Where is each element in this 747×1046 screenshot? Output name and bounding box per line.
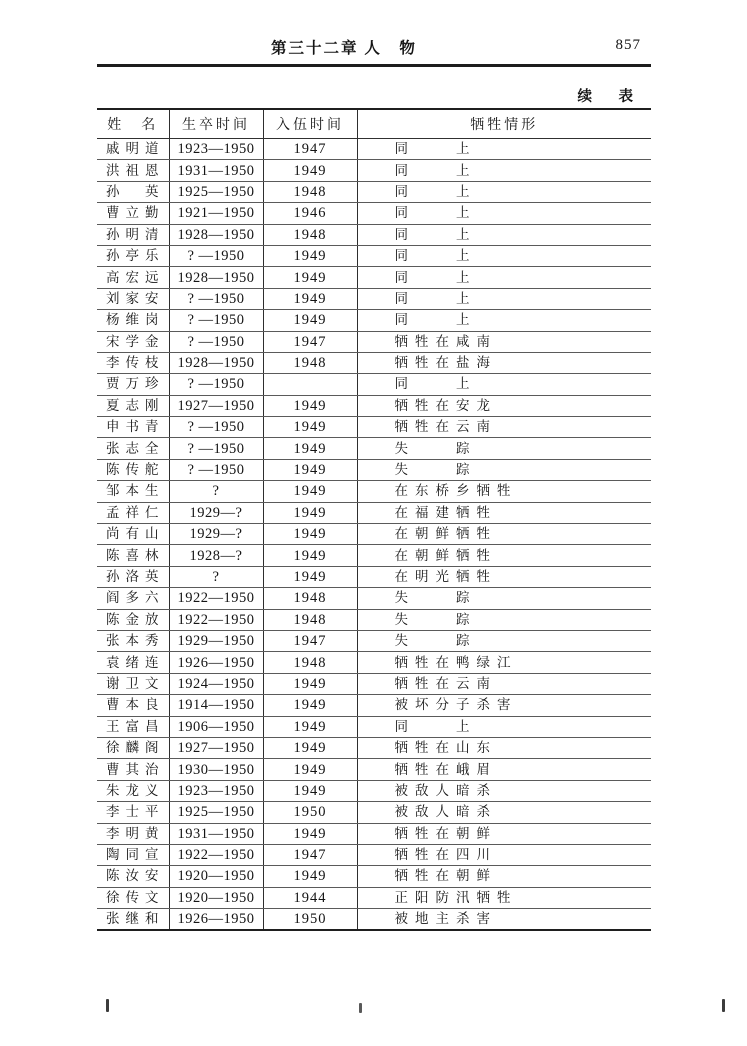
table-row <box>97 160 651 181</box>
table-row <box>97 609 651 630</box>
fate-cell: 同 上 <box>357 267 651 288</box>
dates-cell: 1928—1950 <box>169 267 263 288</box>
col-header-enlisted: 入伍时间 <box>263 109 357 139</box>
enlist-cell: 1949 <box>263 502 357 523</box>
table-row <box>97 759 651 780</box>
dates-cell: 1924—1950 <box>169 673 263 694</box>
enlist-cell: 1949 <box>263 481 357 502</box>
table-row <box>97 481 651 502</box>
enlist-cell: 1949 <box>263 245 357 266</box>
dates-cell: 1921—1950 <box>169 203 263 224</box>
enlist-cell: 1950 <box>263 802 357 823</box>
table-row <box>97 524 651 545</box>
table-row <box>97 887 651 908</box>
enlist-cell: 1949 <box>263 759 357 780</box>
enlist-cell: 1949 <box>263 823 357 844</box>
enlist-cell <box>263 374 357 395</box>
fate-cell: 被坏分子杀害 <box>357 695 651 716</box>
table-row <box>97 395 651 416</box>
table-row <box>97 224 651 245</box>
enlist-cell: 1949 <box>263 288 357 309</box>
fate-cell: 同 上 <box>357 288 651 309</box>
table-row <box>97 374 651 395</box>
dates-cell: 1922—1950 <box>169 844 263 865</box>
dates-cell: ? <box>169 566 263 587</box>
dates-cell: 1906—1950 <box>169 716 263 737</box>
name-cell: 尚有山 <box>97 524 169 545</box>
fate-cell: 牺牲在安龙 <box>357 395 651 416</box>
enlist-cell: 1948 <box>263 181 357 202</box>
running-header <box>97 36 651 60</box>
dates-cell: 1929—1950 <box>169 630 263 651</box>
casualty-table <box>97 108 651 931</box>
fate-cell: 在福建牺牲 <box>357 502 651 523</box>
fate-cell: 同 上 <box>357 716 651 737</box>
name-cell: 曹其治 <box>97 759 169 780</box>
enlist-cell: 1950 <box>263 909 357 931</box>
dates-cell: ? —1950 <box>169 374 263 395</box>
fate-cell: 在明光牺牲 <box>357 566 651 587</box>
enlist-cell: 1944 <box>263 887 357 908</box>
fate-cell: 牺牲在朝鲜 <box>357 823 651 844</box>
name-cell: 陈传舵 <box>97 459 169 480</box>
fate-cell: 失 踪 <box>357 588 651 609</box>
name-cell: 申书青 <box>97 417 169 438</box>
enlist-cell: 1949 <box>263 566 357 587</box>
table-row <box>97 630 651 651</box>
dates-cell: ? <box>169 481 263 502</box>
table-header <box>97 109 651 139</box>
name-cell: 张本秀 <box>97 630 169 651</box>
dates-cell: 1928—1950 <box>169 352 263 373</box>
name-cell: 李传枝 <box>97 352 169 373</box>
enlist-cell: 1947 <box>263 331 357 352</box>
table-row <box>97 802 651 823</box>
dates-cell: 1931—1950 <box>169 823 263 844</box>
fate-cell: 同 上 <box>357 374 651 395</box>
name-cell: 孙亭乐 <box>97 245 169 266</box>
name-cell: 孙洛英 <box>97 566 169 587</box>
name-cell: 谢卫文 <box>97 673 169 694</box>
dates-cell: ? —1950 <box>169 331 263 352</box>
fate-cell: 牺牲在山东 <box>357 737 651 758</box>
name-cell: 徐麟阁 <box>97 737 169 758</box>
table-row <box>97 331 651 352</box>
name-cell: 刘家安 <box>97 288 169 309</box>
dates-cell: 1925—1950 <box>169 181 263 202</box>
table-row <box>97 909 651 931</box>
name-cell: 孙 英 <box>97 181 169 202</box>
enlist-cell: 1949 <box>263 673 357 694</box>
table-row <box>97 438 651 459</box>
table-row <box>97 417 651 438</box>
header-row <box>97 109 651 139</box>
dates-cell: ? —1950 <box>169 459 263 480</box>
dates-cell: 1931—1950 <box>169 160 263 181</box>
name-cell: 徐传文 <box>97 887 169 908</box>
dates-cell: 1926—1950 <box>169 652 263 673</box>
name-cell: 孟祥仁 <box>97 502 169 523</box>
enlist-cell: 1949 <box>263 310 357 331</box>
table-row <box>97 695 651 716</box>
fate-cell: 牺牲在鸭绿江 <box>357 652 651 673</box>
dates-cell: 1928—1950 <box>169 224 263 245</box>
dates-cell: ? —1950 <box>169 310 263 331</box>
chapter-title: 第三十二章 人 物 <box>271 40 417 57</box>
dates-cell: 1929—? <box>169 502 263 523</box>
table-row <box>97 267 651 288</box>
fate-cell: 在朝鲜牺牲 <box>357 545 651 566</box>
scan-artifact-mark <box>106 999 109 1012</box>
enlist-cell: 1949 <box>263 459 357 480</box>
name-cell: 袁绪连 <box>97 652 169 673</box>
table-row <box>97 310 651 331</box>
fate-cell: 牺牲在咸南 <box>357 331 651 352</box>
table-row <box>97 245 651 266</box>
name-cell: 陶同宣 <box>97 844 169 865</box>
table-row <box>97 823 651 844</box>
enlist-cell: 1947 <box>263 844 357 865</box>
fate-cell: 在东桥乡牺牲 <box>357 481 651 502</box>
name-cell: 朱龙义 <box>97 780 169 801</box>
fate-cell: 同 上 <box>357 139 651 160</box>
fate-cell: 被地主杀害 <box>357 909 651 931</box>
fate-cell: 被敌人暗杀 <box>357 780 651 801</box>
name-cell: 李明黄 <box>97 823 169 844</box>
name-cell: 杨维岗 <box>97 310 169 331</box>
enlist-cell: 1948 <box>263 588 357 609</box>
dates-cell: ? —1950 <box>169 438 263 459</box>
dates-cell: ? —1950 <box>169 288 263 309</box>
dates-cell: 1922—1950 <box>169 588 263 609</box>
enlist-cell: 1947 <box>263 139 357 160</box>
table-row <box>97 288 651 309</box>
name-cell: 张继和 <box>97 909 169 931</box>
fate-cell: 失 踪 <box>357 459 651 480</box>
enlist-cell: 1948 <box>263 609 357 630</box>
fate-cell: 正阳防汛牺牲 <box>357 887 651 908</box>
name-cell: 阎多六 <box>97 588 169 609</box>
name-cell: 曹本良 <box>97 695 169 716</box>
enlist-cell: 1949 <box>263 267 357 288</box>
name-cell: 贾万珍 <box>97 374 169 395</box>
table-row <box>97 737 651 758</box>
name-cell: 曹立勤 <box>97 203 169 224</box>
name-cell: 陈金放 <box>97 609 169 630</box>
table-row <box>97 352 651 373</box>
enlist-cell: 1948 <box>263 224 357 245</box>
name-cell: 孙明清 <box>97 224 169 245</box>
fate-cell: 牺牲在朝鲜 <box>357 866 651 887</box>
dates-cell: 1923—1950 <box>169 780 263 801</box>
enlist-cell: 1949 <box>263 716 357 737</box>
dates-cell: 1925—1950 <box>169 802 263 823</box>
name-cell: 戚明道 <box>97 139 169 160</box>
enlist-cell: 1949 <box>263 695 357 716</box>
dates-cell: 1923—1950 <box>169 139 263 160</box>
table-row <box>97 459 651 480</box>
table-row <box>97 566 651 587</box>
enlist-cell: 1948 <box>263 352 357 373</box>
dates-cell: 1926—1950 <box>169 909 263 931</box>
name-cell: 王富昌 <box>97 716 169 737</box>
table-row <box>97 545 651 566</box>
enlist-cell: 1949 <box>263 524 357 545</box>
table-row <box>97 866 651 887</box>
enlist-cell: 1949 <box>263 417 357 438</box>
name-cell: 邹本生 <box>97 481 169 502</box>
name-cell: 李士平 <box>97 802 169 823</box>
name-cell: 宋学金 <box>97 331 169 352</box>
enlist-cell: 1949 <box>263 545 357 566</box>
dates-cell: 1914—1950 <box>169 695 263 716</box>
table-row <box>97 844 651 865</box>
dates-cell: 1928—? <box>169 545 263 566</box>
table-row <box>97 716 651 737</box>
fate-cell: 被敌人暗杀 <box>357 802 651 823</box>
table-row <box>97 502 651 523</box>
fate-cell: 失 踪 <box>357 630 651 651</box>
dates-cell: 1927—1950 <box>169 737 263 758</box>
table-row <box>97 181 651 202</box>
page-number: 857 <box>615 37 641 53</box>
fate-cell: 同 上 <box>357 224 651 245</box>
enlist-cell: 1949 <box>263 395 357 416</box>
fate-cell: 牺牲在四川 <box>357 844 651 865</box>
scan-artifact-mark <box>359 1003 362 1013</box>
name-cell: 洪祖恩 <box>97 160 169 181</box>
fate-cell: 同 上 <box>357 203 651 224</box>
fate-cell: 失 踪 <box>357 438 651 459</box>
fate-cell: 在朝鲜牺牲 <box>357 524 651 545</box>
dates-cell: 1930—1950 <box>169 759 263 780</box>
fate-cell: 牺牲在云南 <box>357 417 651 438</box>
table-row <box>97 673 651 694</box>
dates-cell: 1927—1950 <box>169 395 263 416</box>
table-row <box>97 139 651 160</box>
fate-cell: 牺牲在盐海 <box>357 352 651 373</box>
fate-cell: 牺牲在峨眉 <box>357 759 651 780</box>
fate-cell: 同 上 <box>357 181 651 202</box>
enlist-cell: 1949 <box>263 737 357 758</box>
fate-cell: 失 踪 <box>357 609 651 630</box>
enlist-cell: 1947 <box>263 630 357 651</box>
fate-cell: 同 上 <box>357 160 651 181</box>
dates-cell: 1920—1950 <box>169 866 263 887</box>
dates-cell: ? —1950 <box>169 417 263 438</box>
fate-cell: 同 上 <box>357 310 651 331</box>
scan-artifact-mark <box>722 999 725 1012</box>
table-body <box>97 139 651 931</box>
col-header-dates: 生卒时间 <box>169 109 263 139</box>
enlist-cell: 1946 <box>263 203 357 224</box>
continued-table-label: 续 表 <box>577 89 639 105</box>
fate-cell: 牺牲在云南 <box>357 673 651 694</box>
name-cell: 陈汝安 <box>97 866 169 887</box>
table-row <box>97 780 651 801</box>
table-row <box>97 203 651 224</box>
name-cell: 张志全 <box>97 438 169 459</box>
table-row <box>97 652 651 673</box>
enlist-cell: 1949 <box>263 780 357 801</box>
dates-cell: 1922—1950 <box>169 609 263 630</box>
dates-cell: ? —1950 <box>169 245 263 266</box>
name-cell: 陈喜林 <box>97 545 169 566</box>
col-header-name: 姓 名 <box>97 109 169 139</box>
name-cell: 高宏远 <box>97 267 169 288</box>
enlist-cell: 1948 <box>263 652 357 673</box>
table-row <box>97 588 651 609</box>
header-rule <box>97 64 651 67</box>
enlist-cell: 1949 <box>263 160 357 181</box>
name-cell: 夏志刚 <box>97 395 169 416</box>
dates-cell: 1929—? <box>169 524 263 545</box>
dates-cell: 1920—1950 <box>169 887 263 908</box>
fate-cell: 同 上 <box>357 245 651 266</box>
enlist-cell: 1949 <box>263 866 357 887</box>
col-header-fate: 牺牲情形 <box>357 109 651 139</box>
enlist-cell: 1949 <box>263 438 357 459</box>
